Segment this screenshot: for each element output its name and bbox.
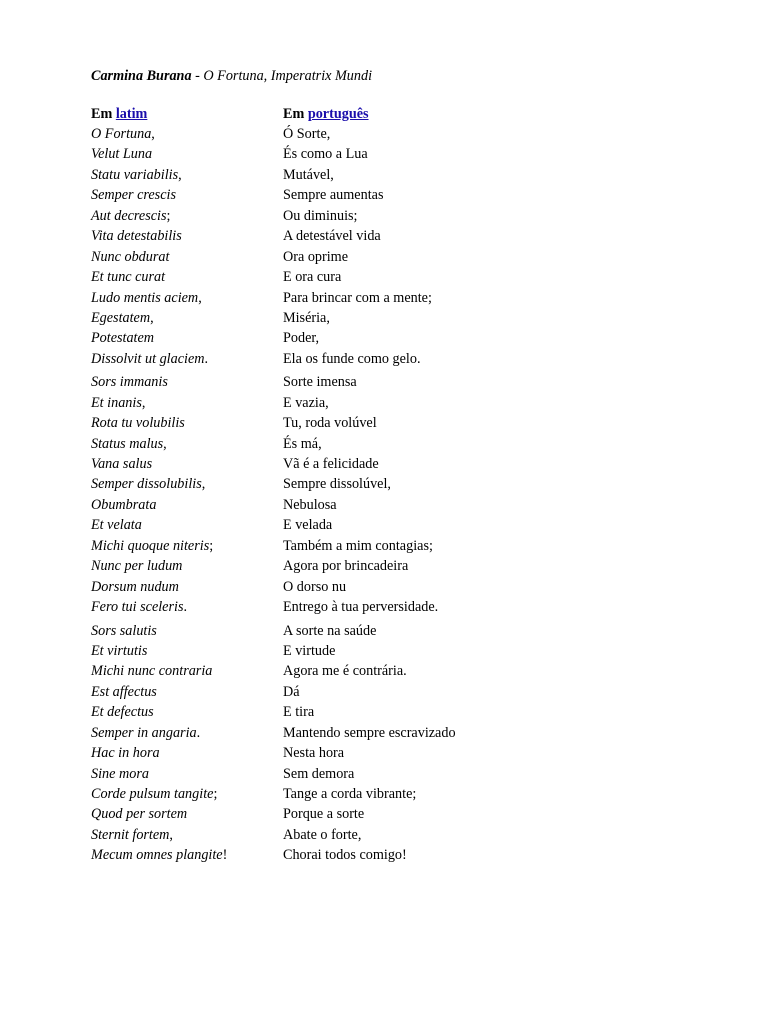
latin-verse-text: Quod per sortem [91, 806, 188, 823]
verse-row [91, 536, 691, 556]
latin-verse-text: Potestatem [91, 330, 155, 347]
verse-row [91, 267, 691, 287]
portuguese-verse: Ela os funde como gelo. [283, 350, 421, 367]
latin-verse-text: Nunc per ludum [91, 558, 183, 575]
portuguese-verse: O dorso nu [283, 578, 347, 595]
verse-row [91, 165, 691, 185]
latin-link[interactable]: latim [115, 106, 148, 122]
verse-row [91, 288, 691, 308]
latin-verse-punctuation: , [151, 126, 155, 142]
latin-verse-text: Status malus [91, 435, 164, 452]
portuguese-verse: Ó Sorte, [283, 126, 331, 142]
portuguese-verse: Vã é a felicidade [283, 456, 379, 472]
latin-verse [91, 682, 157, 702]
verse-row [91, 621, 691, 641]
latin-verse-text: Corde pulsum tangite [91, 786, 214, 802]
portuguese-verse: Miséria, [283, 309, 330, 326]
portuguese-verse: E ora cura [283, 269, 342, 286]
latin-verse-text: Egestatem [91, 309, 151, 326]
latin-verse-punctuation: . [196, 724, 201, 741]
latin-verse [91, 434, 167, 454]
latin-verse [91, 723, 200, 743]
portuguese-verse: Mantendo sempre escravizado [283, 724, 456, 741]
portuguese-verse: Tange a corda vibrante; [283, 786, 417, 802]
verse-row [91, 804, 691, 824]
portuguese-verse: Sorte imensa [283, 374, 357, 391]
portuguese-verse: E vazia, [283, 394, 329, 411]
latin-verse [91, 393, 145, 413]
portuguese-verse: És como a Lua [283, 146, 368, 163]
latin-verse [91, 124, 155, 144]
verse-row [91, 328, 691, 348]
latin-verse-punctuation: , [141, 394, 146, 411]
latin-verse [91, 328, 154, 348]
portuguese-header-prefix: Em [283, 106, 308, 122]
portuguese-verse: Ora oprime [283, 248, 349, 265]
latin-verse-text: Semper dissolubilis [91, 476, 202, 493]
latin-verse-punctuation: . [204, 350, 209, 367]
verse-row [91, 349, 691, 369]
verse-row [91, 495, 691, 515]
latin-verse [91, 597, 187, 617]
verse-row [91, 393, 691, 413]
verse-row [91, 226, 691, 246]
title-main: Carmina Burana [91, 68, 192, 84]
portuguese-verse: Agora por brincadeira [283, 558, 409, 575]
latin-verse-text: Velut Luna [91, 146, 153, 163]
latin-verse-punctuation: , [198, 289, 202, 306]
portuguese-verse: E velada [283, 517, 333, 534]
latin-verse [91, 577, 179, 597]
portuguese-verse: E tira [283, 704, 315, 721]
verse-row [91, 308, 691, 328]
verse-row [91, 784, 691, 804]
latin-verse-text: Et defectus [91, 704, 154, 721]
latin-verse-punctuation: ; [209, 537, 214, 554]
latin-verse-punctuation: , [178, 166, 182, 183]
portuguese-verse: Nesta hora [283, 745, 345, 762]
latin-verse-text: Et tunc curat [91, 269, 166, 286]
verse-row [91, 597, 691, 617]
latin-verse-text: O Fortuna [91, 126, 152, 142]
latin-verse [91, 556, 182, 576]
portuguese-verse: Chorai todos comigo! [283, 847, 407, 864]
verse-row [91, 247, 691, 267]
latin-verse-text: Michi nunc contraria [91, 663, 213, 680]
latin-verse [91, 702, 154, 722]
verse-row [91, 434, 691, 454]
latin-verse [91, 165, 182, 185]
latin-verse-text: Sternit fortem [91, 826, 170, 843]
latin-verse-text: Nunc obdurat [91, 248, 170, 265]
latin-verse [91, 804, 187, 824]
portuguese-verse: Também a mim contagias; [283, 537, 433, 554]
latin-verse-punctuation: , [169, 826, 173, 843]
latin-verse [91, 308, 154, 328]
latin-verse [91, 845, 227, 865]
latin-verse-text: Vana salus [91, 456, 153, 472]
latin-verse [91, 185, 176, 205]
latin-verse-punctuation: , [201, 476, 206, 493]
portuguese-verse: A detestável vida [283, 228, 381, 245]
latin-verse [91, 515, 142, 535]
latin-verse-text: Dissolvit ut glaciem [91, 350, 205, 367]
latin-verse-text: Dorsum nudum [91, 578, 179, 595]
latin-verse-text: Statu variabilis [91, 166, 179, 183]
verse-row [91, 845, 691, 865]
verse-row [91, 702, 691, 722]
latin-verse [91, 226, 182, 246]
latin-verse-text: Ludo mentis aciem [91, 289, 199, 306]
latin-verse-text: Et virtutis [91, 642, 148, 659]
portuguese-verse: Sem demora [283, 765, 355, 782]
portuguese-verse: A sorte na saúde [283, 622, 377, 639]
column-headers [91, 104, 691, 124]
stanza [91, 124, 691, 369]
latin-verse [91, 784, 217, 804]
latin-verse [91, 349, 208, 369]
latin-verse-text: Obumbrata [91, 496, 157, 513]
verse-row [91, 641, 691, 661]
latin-verse [91, 661, 212, 681]
latin-verse-text: Sors immanis [91, 374, 168, 391]
latin-verse-text: Hac in hora [91, 745, 160, 762]
latin-verse-text: Mecum omnes plangite [91, 847, 223, 864]
latin-verse-text: Michi quoque niteris [91, 537, 210, 554]
verse-row [91, 825, 691, 845]
latin-verse-text: Et inanis [91, 394, 142, 411]
latin-verse [91, 267, 165, 287]
verse-row [91, 185, 691, 205]
latin-verse-text: Est affectus [91, 683, 157, 700]
latin-verse [91, 144, 152, 164]
latin-verse [91, 247, 169, 267]
latin-verse [91, 495, 156, 515]
latin-verse-punctuation: , [150, 309, 154, 326]
latin-verse-text: Rota tu volubilis [91, 415, 185, 432]
latin-verse [91, 288, 202, 308]
portuguese-verse: Tu, roda volúvel [283, 415, 377, 432]
stanza [91, 621, 691, 866]
verse-row [91, 661, 691, 681]
portuguese-verse: Dá [283, 683, 300, 700]
portuguese-header [283, 104, 369, 124]
latin-verse [91, 206, 170, 226]
verse-row [91, 743, 691, 763]
portuguese-verse: Para brincar com a mente; [283, 289, 432, 306]
portuguese-verse: E virtude [283, 642, 336, 659]
latin-verse [91, 641, 147, 661]
verse-row [91, 206, 691, 226]
latin-verse-punctuation: . [183, 599, 188, 616]
portuguese-verse: Agora me é contrária. [283, 663, 407, 680]
latin-verse-text: Aut decrescis [91, 207, 167, 224]
latin-verse [91, 372, 168, 392]
portuguese-verse: Porque a sorte [283, 806, 365, 823]
title-subtitle: O Fortuna, Imperatrix Mundi [203, 68, 373, 84]
latin-header [91, 104, 147, 124]
latin-verse-text: Semper in angaria [91, 724, 197, 741]
verse-row [91, 682, 691, 702]
latin-verse-punctuation: ; [166, 207, 171, 224]
document-page [91, 66, 691, 869]
verse-row [91, 372, 691, 392]
portuguese-verse: És má, [283, 435, 322, 452]
portuguese-verse: Mutável, [283, 166, 334, 183]
portuguese-verse: Poder, [283, 330, 320, 347]
portuguese-verse: Sempre dissolúvel, [283, 476, 391, 493]
verse-row [91, 474, 691, 494]
verse-row [91, 577, 691, 597]
latin-verse [91, 454, 152, 474]
page-title [91, 66, 691, 86]
stanza [91, 372, 691, 617]
latin-verse [91, 536, 213, 556]
portuguese-verse: Entrego à tua perversidade. [283, 599, 439, 616]
latin-header-prefix: Em [91, 106, 116, 122]
poem-body [91, 124, 691, 866]
latin-verse [91, 474, 205, 494]
verse-row [91, 124, 691, 144]
latin-verse-punctuation: , [163, 435, 167, 452]
latin-verse [91, 764, 149, 784]
latin-verse [91, 621, 157, 641]
portuguese-verse: Abate o forte, [283, 826, 362, 843]
latin-verse-punctuation: ! [222, 847, 228, 864]
portuguese-link[interactable]: português [307, 106, 369, 122]
latin-verse-punctuation: ; [213, 786, 218, 802]
verse-row [91, 515, 691, 535]
latin-verse-text: Vita detestabilis [91, 228, 182, 245]
portuguese-verse: Nebulosa [283, 496, 337, 513]
latin-verse-text: Sine mora [91, 765, 149, 782]
latin-verse-text: Sors salutis [91, 622, 157, 639]
latin-verse [91, 413, 185, 433]
verse-row [91, 556, 691, 576]
portuguese-verse: Ou diminuis; [283, 207, 358, 224]
latin-verse-text: Et velata [91, 517, 142, 534]
latin-verse-text: Semper crescis [91, 187, 176, 204]
portuguese-verse: Sempre aumentas [283, 187, 384, 204]
verse-row [91, 723, 691, 743]
latin-verse [91, 743, 160, 763]
verse-row [91, 764, 691, 784]
latin-verse-text: Fero tui sceleris [91, 599, 184, 616]
latin-verse [91, 825, 173, 845]
verse-row [91, 413, 691, 433]
verse-row [91, 454, 691, 474]
title-separator: - [191, 68, 204, 84]
verse-row [91, 144, 691, 164]
